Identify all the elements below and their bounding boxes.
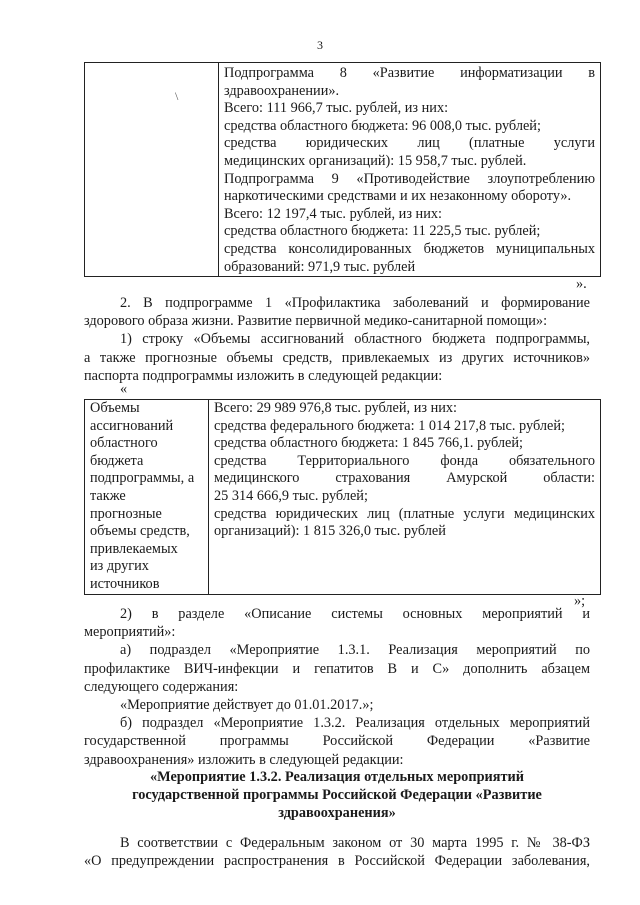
funding-table-continuation <box>84 62 601 277</box>
paragraph-line: 2) в разделе «Описание системы основных мероприятий и <box>120 606 590 622</box>
table2-label-line: привлекаемых <box>90 540 178 557</box>
table1-line: средства консолидированных бюджетов муниципальных <box>224 240 595 257</box>
table1-line: средства юридических лиц (платные услуги <box>224 135 595 152</box>
heading-line: государственной программы Российской Федерации «Развитие <box>132 787 542 804</box>
table2-label-line: областного <box>90 435 158 452</box>
closing-quote: »; <box>574 593 586 609</box>
table2-label-line: прогнозные <box>90 505 162 522</box>
table2-label-line: подпрограммы, а <box>90 470 195 487</box>
table1-line: Подпрограмма 8 «Развитие информатизации в <box>224 65 595 81</box>
table1-line: Всего: 111 966,7 тыс. рублей, из них: <box>224 100 449 117</box>
table2-right-cell <box>209 400 601 595</box>
table1-right-cell <box>219 63 601 277</box>
funding-table <box>84 399 601 595</box>
table1-line: наркотическими средствами и их незаконному обороту». <box>224 188 572 205</box>
paragraph-line: паспорта подпрограммы изложить в следующей редакции: <box>84 367 443 384</box>
paragraph-line: В соответствии с Федеральным законом от 30 марта 1995 г. № 38-ФЗ <box>120 835 590 851</box>
heading-line: «Мероприятие 1.3.2. Реализация отдельных мероприятий <box>149 769 524 785</box>
table1-line: образований: 971,9 тыс. рублей <box>224 258 416 275</box>
paragraph-line: государственной программы Российской Федерации «Развитие <box>84 733 590 750</box>
table2-label-line: объемы средств, <box>90 523 190 540</box>
table1-line: средства областного бюджета: 96 008,0 тыс. рублей; <box>224 117 541 134</box>
page-number: 3 <box>317 38 323 52</box>
paragraph-subprogram-1 <box>84 294 590 385</box>
table2-label-line: также <box>90 487 126 504</box>
table2-value-line: средства областного бюджета: 1 845 766,1. рублей; <box>214 435 524 452</box>
paragraph-line: а) подраздел «Мероприятие 1.3.1. Реализация мероприятий по <box>120 642 590 659</box>
paragraph-line: здорового образа жизни. Развитие первичной медико-санитарной помощи»: <box>84 313 548 330</box>
table2-label-line: из других <box>90 558 149 575</box>
table2-value-line: организаций): 1 815 326,0 тыс. рублей <box>214 523 446 540</box>
paragraph-line: «Мероприятие действует до 01.01.2017.»; <box>120 696 374 713</box>
table1-line: Подпрограмма 9 «Противодействие злоупотреблению <box>224 170 595 187</box>
table1-line: медицинских организаций): 15 958,7 тыс. рублей. <box>224 152 527 169</box>
table1-line: здравоохранении». <box>224 82 340 99</box>
scan-mark: \ <box>175 89 179 103</box>
paragraph-description-section <box>84 605 590 769</box>
table2-value-line: средства федерального бюджета: 1 014 217,8 тыс. рублей; <box>214 417 565 434</box>
table2-value-line: медицинского страхования Амурской области: <box>214 470 595 487</box>
paragraph-line: «О предупреждении распространения в Российской Федерации заболевания, <box>84 853 590 870</box>
opening-quote: « <box>120 381 128 397</box>
paragraph-line: 2. В подпрограмме 1 «Профилактика заболеваний и формирование <box>120 295 590 311</box>
paragraph-line: следующего содержания: <box>84 678 239 695</box>
paragraph-line: б) подраздел «Мероприятие 1.3.2. Реализация отдельных мероприятий <box>120 715 590 732</box>
table2-value-line: средства Территориального фонда обязательного <box>214 452 595 469</box>
table1-left-cell <box>85 63 219 277</box>
table1-line: Всего: 12 197,4 тыс. рублей, из них: <box>224 205 442 222</box>
paragraph-line: здравоохранения» изложить в следующей редакции: <box>84 751 404 768</box>
table2-label-line: Объемы <box>90 400 140 416</box>
table2-value-line: 25 314 666,9 тыс. рублей; <box>214 487 368 504</box>
paragraph-line: профилактике ВИЧ-инфекции и гепатитов В и С» дополнить абзацем <box>84 660 590 677</box>
closing-quote: ». <box>576 276 587 292</box>
paragraph-line: а также прогнозные объемы средств, привлекаемых из других источников» <box>84 349 590 366</box>
table2-label-line: бюджета <box>90 452 144 469</box>
table2-value-line: Всего: 29 989 976,8 тыс. рублей, из них: <box>214 400 457 416</box>
table2-left-cell <box>85 400 209 595</box>
paragraph-line: мероприятий»: <box>84 624 176 641</box>
table1-line: средства областного бюджета: 11 225,5 тыс. рублей; <box>224 223 541 240</box>
paragraph-federal-law <box>84 834 590 870</box>
table2-label-line: ассигнований <box>90 417 174 434</box>
paragraph-line: 1) строку «Объемы ассигнований областного бюджета подпрограммы, <box>120 331 590 348</box>
table2-value-line: средства юридических лиц (платные услуги медицинских <box>214 505 595 522</box>
heading-line: здравоохранения» <box>278 805 396 822</box>
table2-label-line: источников <box>90 575 160 592</box>
section-heading <box>84 768 590 823</box>
